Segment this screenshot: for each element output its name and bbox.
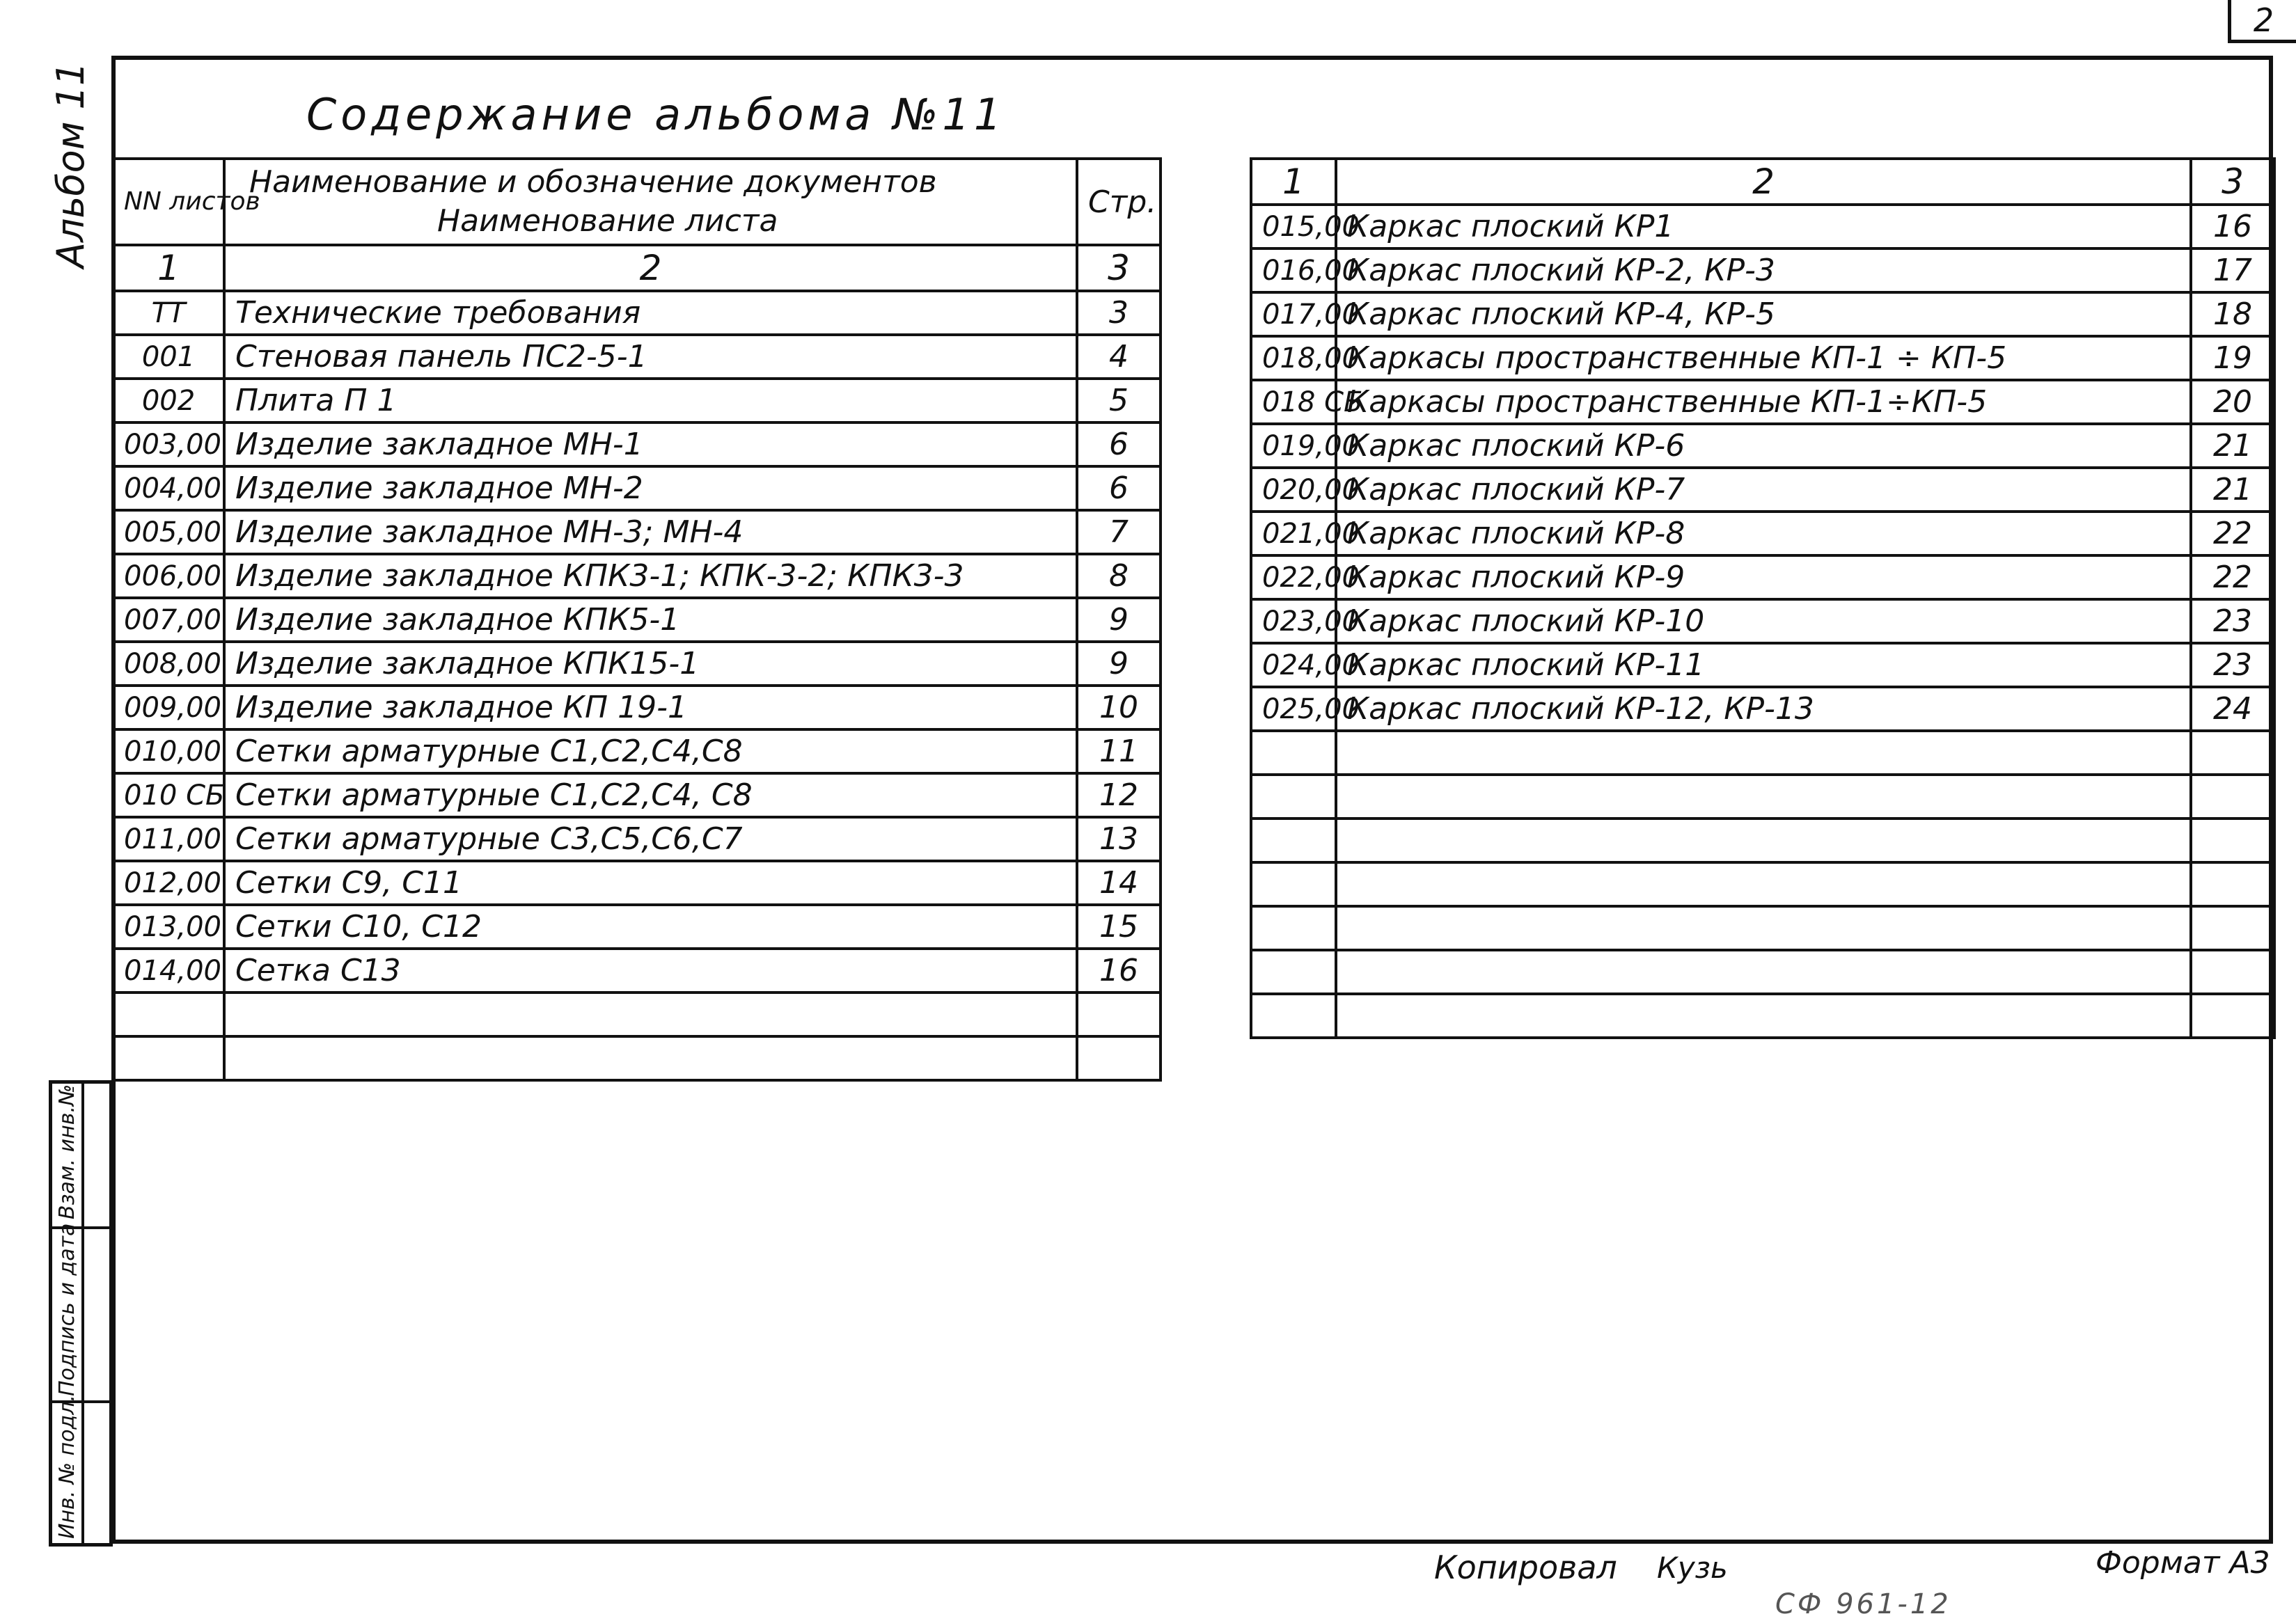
header-sheet-number: NN листов (113, 159, 224, 245)
table-row (113, 335, 1161, 379)
table-row (1251, 380, 2274, 424)
page-number-cell: 24 (2191, 687, 2274, 731)
table-row (113, 1036, 1161, 1080)
document-name-cell (1336, 819, 2191, 862)
sheet-number-cell: 021,00 (1251, 512, 1336, 555)
table-row (113, 598, 1161, 642)
page-number-cell: 10 (1077, 686, 1161, 729)
table-row (113, 729, 1161, 773)
sheet-number-cell: 011,00 (113, 817, 224, 861)
sheet-number-cell: 014,00 (113, 949, 224, 993)
table-row (1251, 994, 2274, 1038)
document-name-cell (1336, 731, 2191, 775)
sheet-number-cell: 017,00 (1251, 292, 1336, 336)
column-number: 2 (224, 245, 1077, 291)
sheet-number-cell: 025,00 (1251, 687, 1336, 731)
document-name-cell: Изделие закладное КПК5-1 (224, 598, 1077, 642)
document-name-cell (1336, 994, 2191, 1038)
page-number-cell: 3 (1077, 291, 1161, 335)
document-name-cell: Плита П 1 (224, 379, 1077, 422)
document-name-cell (1336, 862, 2191, 906)
document-name-cell: Каркас плоский КР-9 (1336, 555, 2191, 599)
page-number-cell: 11 (1077, 729, 1161, 773)
contents-table-right (1250, 157, 2276, 1039)
column-number: 2 (1336, 159, 2191, 205)
sheet-number-cell: 002 (113, 379, 224, 422)
column-number: 1 (113, 245, 224, 291)
strip-cell-signature-date (52, 1223, 109, 1400)
document-name-cell (224, 1036, 1077, 1080)
table-row (113, 422, 1161, 466)
contents-table-left (111, 157, 1162, 1082)
table-row (113, 554, 1161, 598)
sheet-number-cell: 008,00 (113, 642, 224, 686)
page-number-cell: 22 (2191, 555, 2274, 599)
page-number-cell: 8 (1077, 554, 1161, 598)
page-number-cell: 18 (2191, 292, 2274, 336)
document-name-cell: Сетки арматурные С1,С2,С4, С8 (224, 773, 1077, 817)
table-row (113, 291, 1161, 335)
page-number-cell (2191, 906, 2274, 950)
table-row (1251, 950, 2274, 994)
page-number-cell: 22 (2191, 512, 2274, 555)
page-number-cell: 21 (2191, 424, 2274, 468)
table-row (1251, 862, 2274, 906)
table-row (113, 686, 1161, 729)
sheet-number-cell: 019,00 (1251, 424, 1336, 468)
sheet-number-cell (1251, 862, 1336, 906)
paper-format-label: Формат А3 (2096, 1545, 2270, 1581)
table-row (1251, 292, 2274, 336)
table-row (113, 949, 1161, 993)
page-number-cell: 12 (1077, 773, 1161, 817)
column-numbering-row (1251, 159, 2274, 205)
page-number-cell: 20 (2191, 380, 2274, 424)
page-number-cell: 16 (2191, 205, 2274, 248)
document-name-cell (1336, 775, 2191, 819)
document-name-cell: Сетки С9, С11 (224, 861, 1077, 905)
header-document-name (224, 159, 1077, 245)
sheet-number-cell (113, 1036, 224, 1080)
table-row (1251, 731, 2274, 775)
page-number-cell: 15 (1077, 905, 1161, 949)
document-name-cell: Сетки арматурные С1,С2,С4,С8 (224, 729, 1077, 773)
sheet-number-cell: 012,00 (113, 861, 224, 905)
page-number-cell (2191, 731, 2274, 775)
strip-label-replaced-inv: Взам. инв.№ (55, 1084, 79, 1219)
sheet-number-cell: 016,00 (1251, 248, 1336, 292)
document-name-cell: Стеновая панель ПС2-5-1 (224, 335, 1077, 379)
sheet-number-cell (1251, 775, 1336, 819)
page-number-cell: 6 (1077, 466, 1161, 510)
column-number: 3 (2191, 159, 2274, 205)
table-row (1251, 248, 2274, 292)
sheet-number-cell: 003,00 (113, 422, 224, 466)
page-title: Содержание альбома №11 (306, 89, 1006, 140)
table-row (1251, 775, 2274, 819)
header-page: Стр. (1077, 159, 1161, 245)
sheet-number-cell: 018 СБ (1251, 380, 1336, 424)
document-name-cell: Изделие закладное МН-1 (224, 422, 1077, 466)
document-name-cell: Каркас плоский КР-7 (1336, 468, 2191, 512)
sheet-number-cell: 009,00 (113, 686, 224, 729)
sheet-number-cell: 006,00 (113, 554, 224, 598)
document-name-cell: Каркас плоский КР-8 (1336, 512, 2191, 555)
table-row (1251, 643, 2274, 687)
table-row (1251, 819, 2274, 862)
page-number-cell: 23 (2191, 599, 2274, 643)
page-number-cell: 21 (2191, 468, 2274, 512)
document-name-cell: Каркас плоский КР-10 (1336, 599, 2191, 643)
document-name-cell (1336, 906, 2191, 950)
page-number-cell (1077, 1036, 1161, 1080)
sheet-number-cell: 018,00 (1251, 336, 1336, 380)
document-name-cell: Технические требования (224, 291, 1077, 335)
page-number-cell (2191, 819, 2274, 862)
page-number-cell: 7 (1077, 510, 1161, 554)
page-number-cell (2191, 862, 2274, 906)
strip-label-signature-date: Подпись и дата (55, 1223, 79, 1396)
document-name-cell: Каркас плоский КР-6 (1336, 424, 2191, 468)
table-row (113, 905, 1161, 949)
sheet-number-cell: 022,00 (1251, 555, 1336, 599)
sheet-number-cell: 001 (113, 335, 224, 379)
document-name-cell: Каркас плоский КР-11 (1336, 643, 2191, 687)
table-row (1251, 468, 2274, 512)
sheet-number-cell: 020,00 (1251, 468, 1336, 512)
document-name-cell: Изделие закладное КПК3-1; КПК-3-2; КПК3-3 (224, 554, 1077, 598)
document-name-cell: Каркас плоский КР1 (1336, 205, 2191, 248)
sheet-number-cell (1251, 994, 1336, 1038)
table-row (113, 773, 1161, 817)
page-number-cell: 4 (1077, 335, 1161, 379)
document-name-cell: Изделие закладное КП 19-1 (224, 686, 1077, 729)
document-name-cell: Сетки арматурные С3,С5,С6,С7 (224, 817, 1077, 861)
column-number: 3 (1077, 245, 1161, 291)
page-number-cell: 9 (1077, 642, 1161, 686)
document-name-cell: Каркас плоский КР-4, КР-5 (1336, 292, 2191, 336)
document-name-cell (224, 993, 1077, 1036)
column-numbering-row (113, 245, 1161, 291)
page-number-cell (1077, 993, 1161, 1036)
table-header-row (113, 159, 1161, 245)
table-row (113, 510, 1161, 554)
side-stamp-strip (49, 1080, 113, 1547)
document-name-cell: Изделие закладное МН-2 (224, 466, 1077, 510)
page-number-cell (2191, 775, 2274, 819)
page-number-cell: 16 (1077, 949, 1161, 993)
table-row (113, 466, 1161, 510)
strip-label-inv-original: Инв. № подл. (55, 1395, 79, 1539)
table-row (113, 817, 1161, 861)
page-number-cell: 17 (2191, 248, 2274, 292)
sheet-number-cell (1251, 731, 1336, 775)
table-row (113, 642, 1161, 686)
sheet-number-cell (1251, 819, 1336, 862)
sheet-number-cell: 010 СБ (113, 773, 224, 817)
table-row (113, 861, 1161, 905)
page-number-cell (2191, 950, 2274, 994)
table-row (1251, 906, 2274, 950)
strip-cell-replaced-inv (52, 1084, 109, 1226)
sheet-number-cell: 023,00 (1251, 599, 1336, 643)
copied-by-label: Копировал (1434, 1549, 1617, 1586)
table-row (1251, 687, 2274, 731)
page-number-cell: 23 (2191, 643, 2274, 687)
document-name-cell (1336, 950, 2191, 994)
document-name-cell: Каркасы пространственные КП-1÷КП-5 (1336, 380, 2191, 424)
column-number: 1 (1251, 159, 1336, 205)
strip-cell-inv-original (52, 1395, 109, 1543)
sheet-number-cell (1251, 906, 1336, 950)
table-row (1251, 336, 2274, 380)
table-row (1251, 205, 2274, 248)
document-name-cell: Каркас плоский КР-2, КР-3 (1336, 248, 2191, 292)
page-number-cell: 6 (1077, 422, 1161, 466)
document-name-cell: Сетки С10, С12 (224, 905, 1077, 949)
page-number-cell (2191, 994, 2274, 1038)
document-name-cell: Изделие закладное МН-3; МН-4 (224, 510, 1077, 554)
table-row (1251, 555, 2274, 599)
page-number: 2 (2228, 0, 2296, 43)
document-code-stamp: СФ 961-12 (1775, 1588, 1951, 1620)
table-row (1251, 424, 2274, 468)
document-name-cell: Сетка С13 (224, 949, 1077, 993)
header-document-name-line1: Наименование и обозначение документов (249, 164, 937, 200)
page-number-cell: 13 (1077, 817, 1161, 861)
sheet-number-cell (113, 993, 224, 1036)
table-row (113, 993, 1161, 1036)
table-row (1251, 599, 2274, 643)
sheet-number-cell: 004,00 (113, 466, 224, 510)
header-document-name-line2: Наименование листа (437, 203, 778, 239)
page-number-cell: 5 (1077, 379, 1161, 422)
table-row (1251, 512, 2274, 555)
document-name-cell: Каркас плоский КР-12, КР-13 (1336, 687, 2191, 731)
page-number-cell: 14 (1077, 861, 1161, 905)
sheet-number-cell: 005,00 (113, 510, 224, 554)
page-number-cell: 19 (2191, 336, 2274, 380)
sheet-number-cell: 015,00 (1251, 205, 1336, 248)
copied-by-signature: Кузь (1657, 1551, 1728, 1585)
sheet-number-cell (1251, 950, 1336, 994)
sheet-number-cell: 024,00 (1251, 643, 1336, 687)
table-row (113, 379, 1161, 422)
page-number-cell: 9 (1077, 598, 1161, 642)
sheet-number-cell: 010,00 (113, 729, 224, 773)
sheet-number-cell: ТТ (113, 291, 224, 335)
sheet-number-cell: 013,00 (113, 905, 224, 949)
document-name-cell: Каркасы пространственные КП-1 ÷ КП-5 (1336, 336, 2191, 380)
sheet-number-cell: 007,00 (113, 598, 224, 642)
document-name-cell: Изделие закладное КПК15-1 (224, 642, 1077, 686)
album-side-label: Альбом 11 (49, 61, 93, 268)
